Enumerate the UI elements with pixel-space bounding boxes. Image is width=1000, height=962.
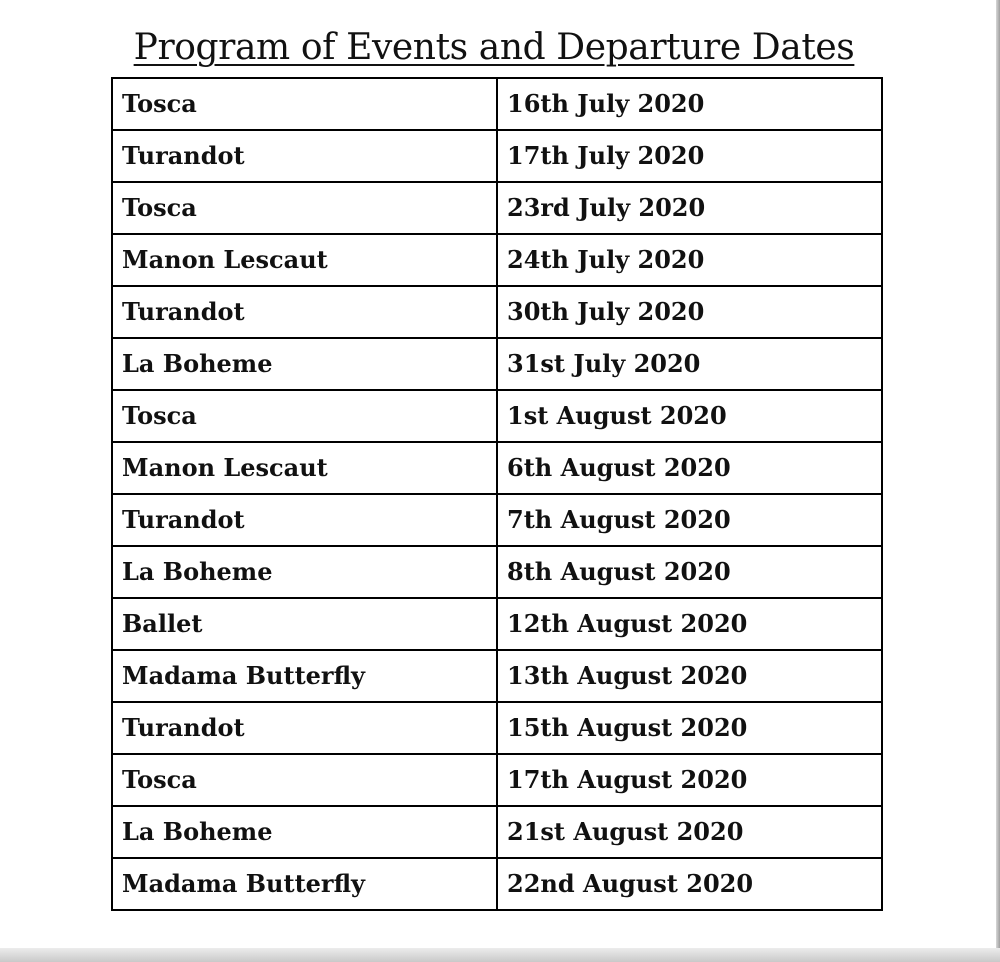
table-row: [112, 598, 882, 650]
departure-date-cell: 30th July 2020: [497, 286, 882, 338]
departure-date-cell: 7th August 2020: [497, 494, 882, 546]
table-row: [112, 286, 882, 338]
viewer-right-edge: [996, 0, 1000, 962]
departure-date-cell: 6th August 2020: [497, 442, 882, 494]
departure-date-cell: 17th August 2020: [497, 754, 882, 806]
departure-date-cell: 13th August 2020: [497, 650, 882, 702]
table-row: [112, 390, 882, 442]
table-row: [112, 442, 882, 494]
departure-date-cell: 24th July 2020: [497, 234, 882, 286]
page-title: Program of Events and Departure Dates: [133, 27, 855, 68]
table-row: [112, 806, 882, 858]
departure-date-cell: 17th July 2020: [497, 130, 882, 182]
event-name-cell: Madama Butterfly: [112, 858, 497, 910]
table-row: [112, 338, 882, 390]
event-name-cell: Manon Lescaut: [112, 234, 497, 286]
table-row: [112, 182, 882, 234]
viewer-bottom-edge: [0, 948, 1000, 962]
departure-date-cell: 23rd July 2020: [497, 182, 882, 234]
event-name-cell: Turandot: [112, 130, 497, 182]
event-name-cell: Tosca: [112, 390, 497, 442]
event-name-cell: La Boheme: [112, 806, 497, 858]
departure-date-cell: 1st August 2020: [497, 390, 882, 442]
event-name-cell: Turandot: [112, 286, 497, 338]
event-name-cell: La Boheme: [112, 338, 497, 390]
table-row: [112, 494, 882, 546]
event-name-cell: Turandot: [112, 494, 497, 546]
event-name-cell: Turandot: [112, 702, 497, 754]
departure-date-cell: 8th August 2020: [497, 546, 882, 598]
table-row: [112, 130, 882, 182]
event-name-cell: Tosca: [112, 78, 497, 130]
departure-date-cell: 22nd August 2020: [497, 858, 882, 910]
departure-date-cell: 16th July 2020: [497, 78, 882, 130]
event-name-cell: Tosca: [112, 182, 497, 234]
event-name-cell: Manon Lescaut: [112, 442, 497, 494]
event-name-cell: Madama Butterfly: [112, 650, 497, 702]
table-row: [112, 702, 882, 754]
table-row: [112, 546, 882, 598]
event-name-cell: Tosca: [112, 754, 497, 806]
table-row: [112, 650, 882, 702]
departure-date-cell: 12th August 2020: [497, 598, 882, 650]
departure-date-cell: 21st August 2020: [497, 806, 882, 858]
events-table-body: [112, 78, 882, 910]
table-row: [112, 754, 882, 806]
departure-date-cell: 31st July 2020: [497, 338, 882, 390]
table-row: [112, 78, 882, 130]
table-row: [112, 234, 882, 286]
event-name-cell: Ballet: [112, 598, 497, 650]
departure-date-cell: 15th August 2020: [497, 702, 882, 754]
event-name-cell: La Boheme: [112, 546, 497, 598]
events-table: [111, 77, 883, 911]
table-row: [112, 858, 882, 910]
